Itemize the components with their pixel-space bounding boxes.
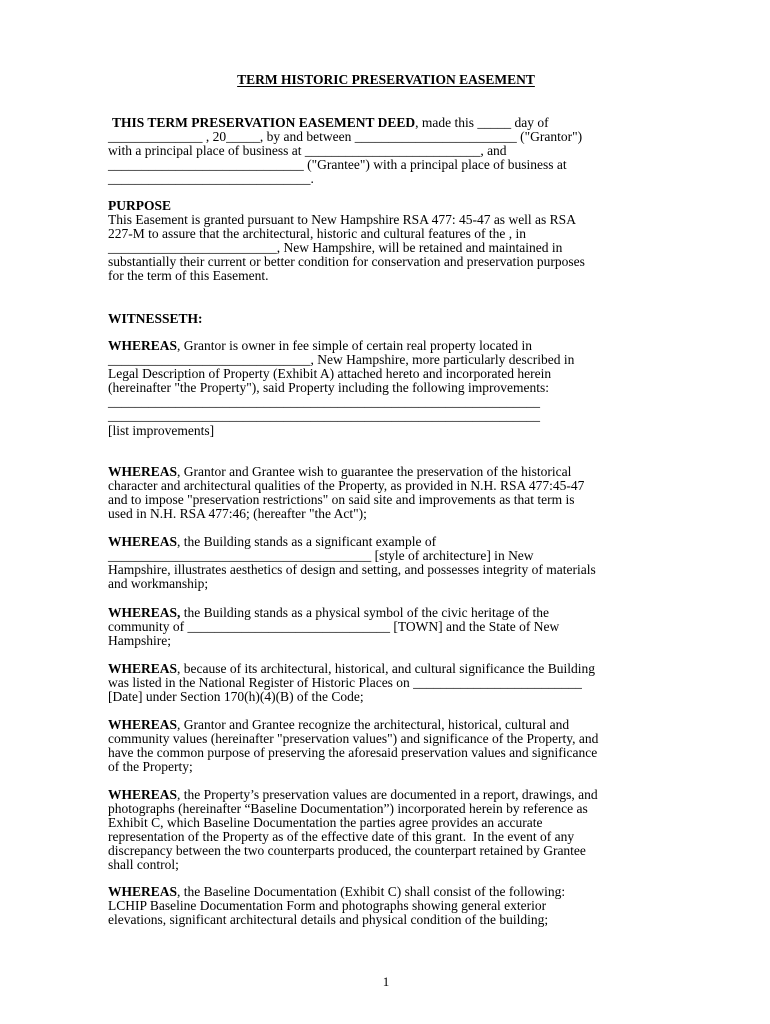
- clause-line: Hampshire;: [108, 633, 171, 649]
- purpose-line: _________________________, New Hampshire, will be retained and maintained in: [108, 240, 563, 256]
- clause-line: character and architectural qualities of the Property, as provided in N.H. RSA 477:45-47: [108, 478, 585, 494]
- clause-line: and to impose "preservation restrictions" on said site and improvements as that term is: [108, 492, 575, 508]
- whereas-lead: WHEREAS: [108, 464, 178, 479]
- document-title: TERM HISTORIC PRESERVATION EASEMENT: [237, 72, 535, 87]
- purpose-line: substantially their current or better condition for conservation and preservation purposes: [108, 254, 585, 270]
- whereas-clause-7: WHEREAS, the Property’s preservation values are documented in a report, drawings, and photographs (hereinafter “Baseline Documentation”) incorporated herein by reference as Exhibit C, which Baseline Documentation the parties agree provides an accurate representation of the Property as of the effective date of this grant. In the event of any discrepancy between the two counterparts produced, the counterpart retained by Grantee shall control;: [108, 788, 664, 873]
- clause-line: elevations, significant architectural details and physical condition of the building;: [108, 912, 549, 928]
- purpose-line: for the term of this Easement.: [108, 268, 269, 284]
- whereas-lead: WHEREAS: [108, 717, 178, 732]
- blank-line: ________________________________________________________________: [108, 394, 540, 410]
- whereas-lead: WHEREAS: [108, 338, 178, 353]
- clause-line: representation of the Property as of the effective date of this grant. In the event of any: [108, 829, 575, 845]
- whereas-lead: WHEREAS: [108, 884, 178, 899]
- clause-line: _______________________________________ [style of architecture] in New: [108, 548, 534, 564]
- clause-line: shall control;: [108, 857, 179, 873]
- intro-line-1-rest: , made this _____ day of: [415, 115, 549, 130]
- document-page: [108, 0, 664, 1024]
- intro-line-2: ______________ , 20_____, by and between ________________________ ("Grantor"): [108, 129, 583, 145]
- whereas-clause-1: WHEREAS, Grantor is owner in fee simple of certain real property located in ______________________________, New Hampshire, more particularly described in Legal Description of Property (Exhibit A) attached hereto and incorporated herein (hereinafter "the Property"), said Property including the following improvements: ________________________________________________________________ ________________________________________________________________ [list improvements]: [108, 339, 664, 438]
- clause-line: [Date] under Section 170(h)(4)(B) of the Code;: [108, 689, 364, 705]
- whereas-clause-5: WHEREAS, because of its architectural, historical, and cultural significance the Building was listed in the National Register of Historic Places on _________________________ [Date] under Section 170(h)(4)(B) of the Code;: [108, 662, 664, 704]
- clause-line: ______________________________, New Hampshire, more particularly described in: [108, 352, 575, 368]
- whereas-clause-8: WHEREAS, the Baseline Documentation (Exhibit C) shall consist of the following: LCHIP Baseline Documentation Form and photographs showing general exterior elevations, significant architectural details and physical condition of the building;: [108, 885, 664, 927]
- purpose-line: 227-M to assure that the architectural, historic and cultural features of the , in: [108, 226, 526, 242]
- page-number: 1: [382, 974, 390, 989]
- purpose-section: [108, 199, 664, 284]
- clause-line: LCHIP Baseline Documentation Form and photographs showing general exterior: [108, 898, 547, 914]
- intro-line-3: with a principal place of business at __________________________, and: [108, 143, 507, 159]
- clause-line: of the Property;: [108, 759, 193, 775]
- purpose-heading: PURPOSE: [108, 198, 172, 213]
- clause-line: Hampshire, illustrates aesthetics of design and setting, and possesses integrity of materials: [108, 562, 596, 578]
- clause-line: discrepancy between the two counterparts produced, the counterpart retained by Grantee: [108, 843, 586, 859]
- clause-line: have the common purpose of preserving the aforesaid preservation values and significance: [108, 745, 598, 761]
- clause-line: (hereinafter "the Property"), said Property including the following improvements:: [108, 380, 550, 396]
- intro-lead: THIS TERM PRESERVATION EASEMENT DEED: [112, 115, 416, 130]
- whereas-clause-4: WHEREAS, the Building stands as a physical symbol of the civic heritage of the community of ______________________________ [TOWN] and the State of New Hampshire;: [108, 606, 664, 648]
- whereas-lead: WHEREAS: [108, 787, 178, 802]
- purpose-line: This Easement is granted pursuant to New Hampshire RSA 477: 45-47 as well as RSA: [108, 212, 576, 228]
- clause-line: Legal Description of Property (Exhibit A) attached hereto and incorporated herein: [108, 366, 552, 382]
- whereas-clause-2: WHEREAS, Grantor and Grantee wish to guarantee the preservation of the historical character and architectural qualities of the Property, as provided in N.H. RSA 477:45-47 and to impose "preservation restrictions" on said site and improvements as that term is used in N.H. RSA 477:46; (hereafter "the Act");: [108, 465, 664, 521]
- whereas-lead: WHEREAS: [108, 661, 178, 676]
- witnesseth-heading: WITNESSETH:: [108, 311, 203, 326]
- clause-line: Exhibit C, which Baseline Documentation the parties agree provides an accurate: [108, 815, 543, 831]
- intro-paragraph: [108, 116, 664, 186]
- clause-line: was listed in the National Register of Historic Places on _________________________: [108, 675, 582, 691]
- clause-line: and workmanship;: [108, 576, 209, 592]
- intro-line-5: ______________________________.: [108, 171, 314, 187]
- intro-line-4: _____________________________ ("Grantee") with a principal place of business at: [108, 157, 567, 173]
- whereas-lead: WHEREAS: [108, 534, 178, 549]
- whereas-lead: WHEREAS,: [108, 605, 181, 620]
- whereas-clause-6: WHEREAS, Grantor and Grantee recognize the architectural, historical, cultural and community values (hereinafter "preservation values") and significance of the Property, and have the common purpose of preserving the aforesaid preservation values and significance of the Property;: [108, 718, 664, 774]
- blank-line: ________________________________________________________________: [108, 408, 540, 424]
- clause-line: community values (hereinafter "preservation values") and significance of the Property, and: [108, 731, 599, 747]
- clause-line: photographs (hereinafter “Baseline Documentation”) incorporated herein by reference as: [108, 801, 588, 817]
- clause-line: used in N.H. RSA 477:46; (hereafter "the Act");: [108, 506, 367, 522]
- clause-line: community of ______________________________ [TOWN] and the State of New: [108, 619, 560, 635]
- whereas-clause-3: WHEREAS, the Building stands as a significant example of _______________________________________ [style of architecture] in New Hampshire, illustrates aesthetics of design and setting, and possesses integrity of materials and workmanship;: [108, 535, 664, 591]
- clause-line: [list improvements]: [108, 422, 215, 438]
